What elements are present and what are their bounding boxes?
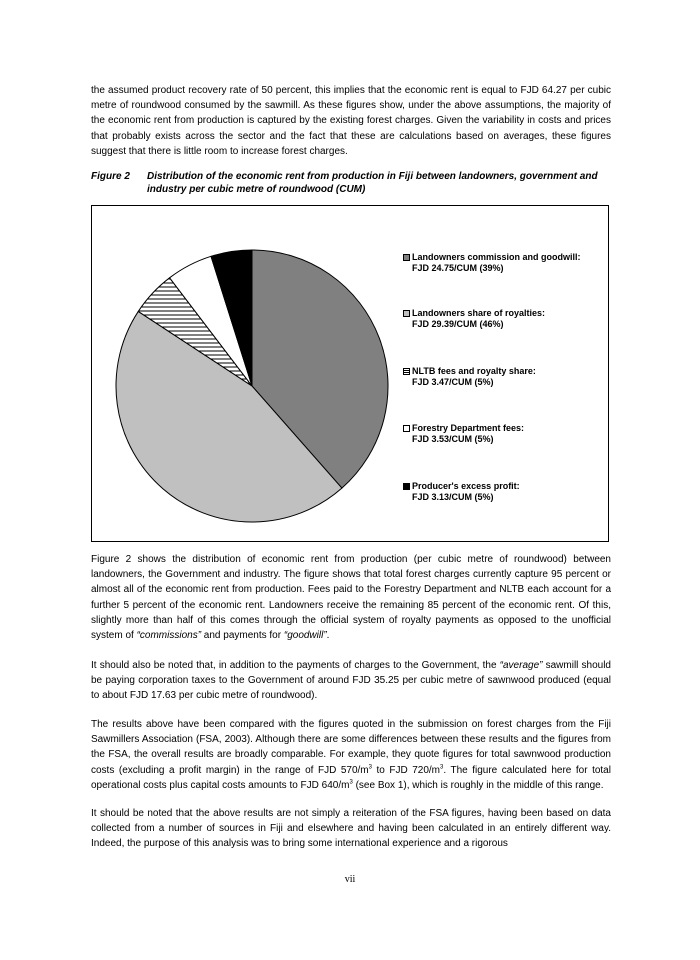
legend-label: Forestry Department fees:: [412, 423, 525, 433]
legend-label: NLTB fees and royalty share:: [412, 366, 536, 376]
figure-caption: [91, 170, 611, 196]
intro-paragraph: the assumed product recovery rate of 50 percent, this implies that the economic rent is equal to FJD 64.27 per cubic metre of roundwood consumed by the sawmill. As these figures show, under the above assumptions, the majority of the economic rent from production is captured by the existing forest charges. Given the variability in costs and prices that probably exists across the sector and the fact that these are calculations based on averages, these figures suggest that there is little room to increase forest charges.: [91, 85, 611, 157]
legend-value: FJD 3.13/CUM (5%): [412, 492, 494, 502]
legend-item-4: [403, 423, 524, 445]
paragraph-1: Figure 2 shows the distribution of economic rent from production (per cubic metre of roundwood) between landowners, the Government and industry. The figure shows that total forest charges currently capture 95 percent or almost all of the economic rent from production. Fees paid to the Forestry Department and NLTB each account for a further 5 percent of the economic rent. Landowners receive the remaining 85 percent of the economic rent. Of this, slightly more than half of this comes through the official system of royalty payments as opposed to the unofficial system of “commissions” and payments for “goodwill”.: [91, 554, 611, 642]
page-number: vii: [344, 874, 356, 885]
legend-value: FJD 24.75/CUM (39%): [412, 263, 504, 273]
figure-number: Figure 2: [91, 171, 130, 182]
figure-caption-text: Distribution of the economic rent from production in Fiji between landowners, government and industry per cubic metre of roundwood (CUM): [147, 171, 598, 195]
legend-label: Landowners commission and goodwill:: [412, 252, 581, 262]
paragraph-3: The results above have been compared with the figures quoted in the submission on forest charges from the Fiji Sawmillers Association (FSA, 2003). Although there are some differences between these results and the figures from the FSA, the overall results are broadly comparable. For example, they quote figures for total sawnwood production costs (excluding a profit margin) in the range of FJD $570/m^3$ to FJD $720/m^3$. The figure calculated here for total operational costs plus capital costs amounts to FJD $640/m^3$ (see Box 1), which is roughly in the middle of this range.: [91, 719, 611, 791]
paragraph-2: It should also be noted that, in addition to the payments of charges to the Government, the “average” sawmill should be paying corporation taxes to the Government of around FJD 35.25 per cubic metre of sawnwood produced (equal to about FJD 17.63 per cubic metre of roundwood).: [91, 660, 611, 702]
paragraph-4: It should be noted that the above results are not simply a reiteration of the FSA figures, having been based on data collected from a number of sources in Fiji and elsewhere and having been calculated in an entirely different way. Indeed, the purpose of this analysis was to bring some international experience and a rigorous: [91, 808, 611, 850]
legend-item-1: [403, 252, 581, 274]
legend-swatch: [403, 483, 410, 490]
legend-item-2: [403, 308, 545, 330]
legend-label: Producer's excess profit:: [412, 481, 520, 491]
legend-value: FJD 29.39/CUM (46%): [412, 319, 504, 329]
legend-value: FJD 3.47/CUM (5%): [412, 377, 494, 387]
figure-frame: [91, 205, 609, 542]
legend-swatch: [403, 254, 410, 261]
legend-swatch: [403, 425, 410, 432]
legend-swatch: [403, 368, 410, 375]
legend-item-5: [403, 481, 520, 503]
legend-item-3: [403, 366, 536, 388]
legend-value: FJD 3.53/CUM (5%): [412, 434, 494, 444]
legend-label: Landowners share of royalties:: [412, 308, 546, 318]
legend-swatch: [403, 310, 410, 317]
